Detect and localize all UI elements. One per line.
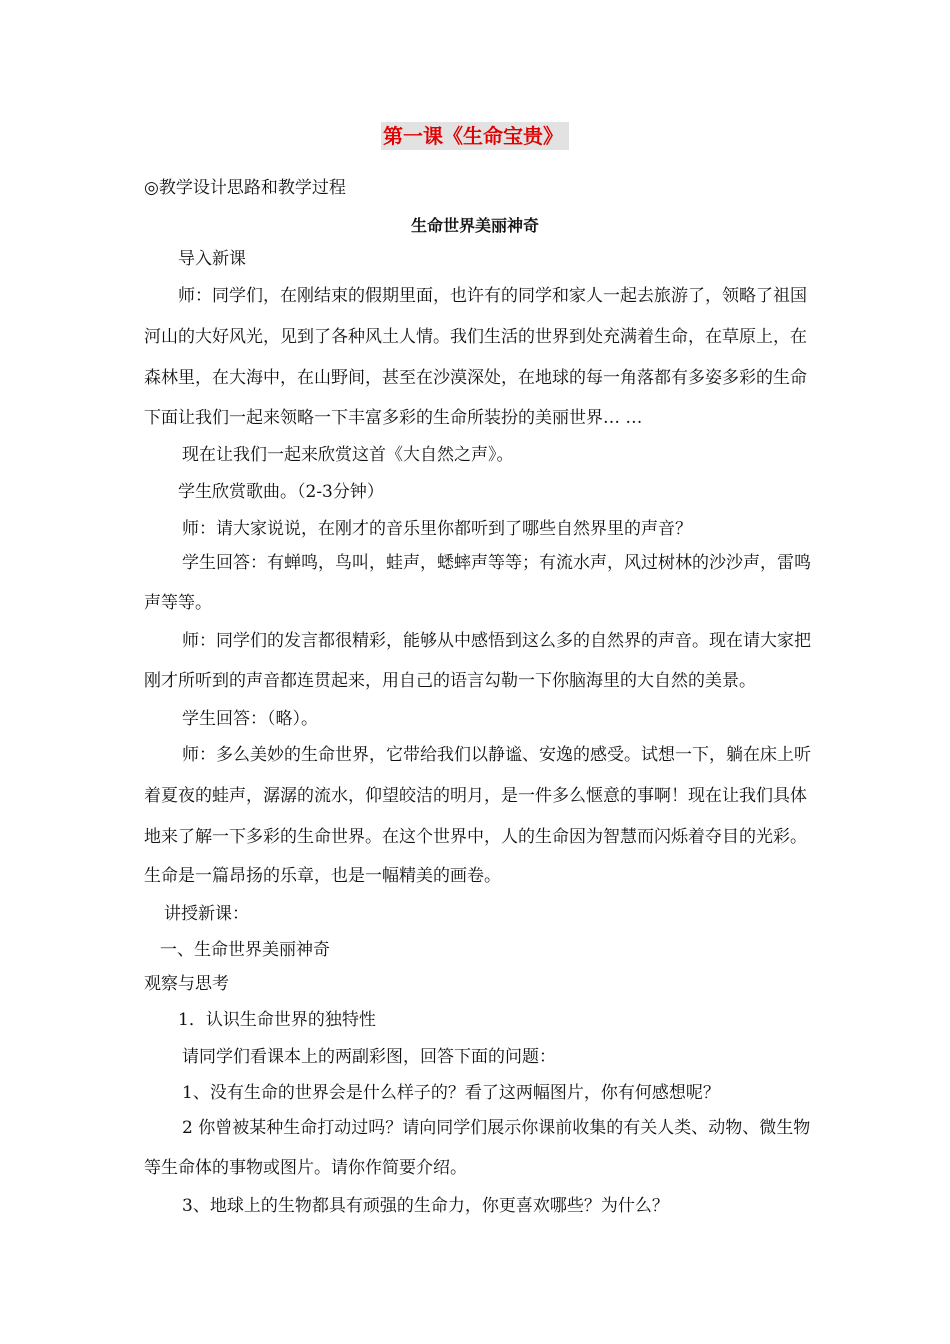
paragraph-line: 1．认识生命世界的独特性 xyxy=(178,1010,376,1030)
section-heading: ◎教学设计思路和教学过程 xyxy=(144,178,346,198)
paragraph-line: 森林里，在大海中，在山野间，甚至在沙漠深处，在地球的每一角落都有多姿多彩的生命 xyxy=(144,368,807,388)
lesson-subtitle: 生命世界美丽神奇 xyxy=(410,216,539,235)
paragraph-line: 请同学们看课本上的两副彩图，回答下面的问题： xyxy=(182,1047,556,1067)
paragraph-line: 师：多么美妙的生命世界，它带给我们以静谧、安逸的感受。试想一下，躺在床上听 xyxy=(182,745,811,765)
paragraph-line: 等生命体的事物或图片。请你作简要介绍。 xyxy=(144,1158,467,1178)
paragraph-line: 着夏夜的蛙声，潺潺的流水，仰望皎洁的明月，是一件多么惬意的事啊！现在让我们具体 xyxy=(144,786,807,806)
paragraph-line: 观察与思考 xyxy=(144,974,229,994)
paragraph-line: 一、生命世界美丽神奇 xyxy=(160,940,330,960)
paragraph-line: 师：同学们的发言都很精彩，能够从中感悟到这么多的自然界的声音。现在请大家把 xyxy=(182,631,811,651)
document-title xyxy=(0,122,950,150)
paragraph-line: 导入新课 xyxy=(178,249,246,269)
paragraph-line: 学生回答：（略）。 xyxy=(182,709,318,729)
paragraph-line: 声等等。 xyxy=(144,593,212,613)
paragraph-line: 河山的大好风光，见到了各种风土人情。我们生活的世界到处充满着生命，在草原上，在 xyxy=(144,327,807,347)
paragraph-line: 师：同学们，在刚结束的假期里面，也许有的同学和家人一起去旅游了，领略了祖国 xyxy=(178,286,807,306)
paragraph-line: 1、没有生命的世界会是什么样子的？看了这两幅图片，你有何感想呢？ xyxy=(182,1083,720,1103)
paragraph-line: 刚才所听到的声音都连贯起来，用自己的语言勾勒一下你脑海里的大自然的美景。 xyxy=(144,671,756,691)
paragraph-line: 讲授新课： xyxy=(164,904,249,924)
paragraph-line: 地来了解一下多彩的生命世界。在这个世界中，人的生命因为智慧而闪烁着夺目的光彩。 xyxy=(144,827,807,847)
paragraph-line: 学生回答：有蝉鸣，鸟叫，蛙声，蟋蟀声等等；有流水声，风过树林的沙沙声，雷鸣 xyxy=(182,553,811,573)
document-title-text: 第一课《生命宝贵》 xyxy=(381,122,569,150)
paragraph-line: 现在让我们一起来欣赏这首《大自然之声》。 xyxy=(182,445,514,465)
paragraph-line: 下面让我们一起来领略一下丰富多彩的生命所装扮的美丽世界… … xyxy=(144,408,643,428)
paragraph-line: 3、地球上的生物都具有顽强的生命力，你更喜欢哪些？为什么？ xyxy=(182,1196,669,1216)
paragraph-line: 生命是一篇昂扬的乐章，也是一幅精美的画卷。 xyxy=(144,866,501,886)
paragraph-line: 2 你曾被某种生命打动过吗？请向同学们展示你课前收集的有关人类、动物、微生物 xyxy=(182,1118,811,1138)
paragraph-line: 学生欣赏歌曲。（2-3分钟） xyxy=(178,482,384,502)
paragraph-line: 师：请大家说说，在刚才的音乐里你都听到了哪些自然界里的声音？ xyxy=(182,519,692,539)
